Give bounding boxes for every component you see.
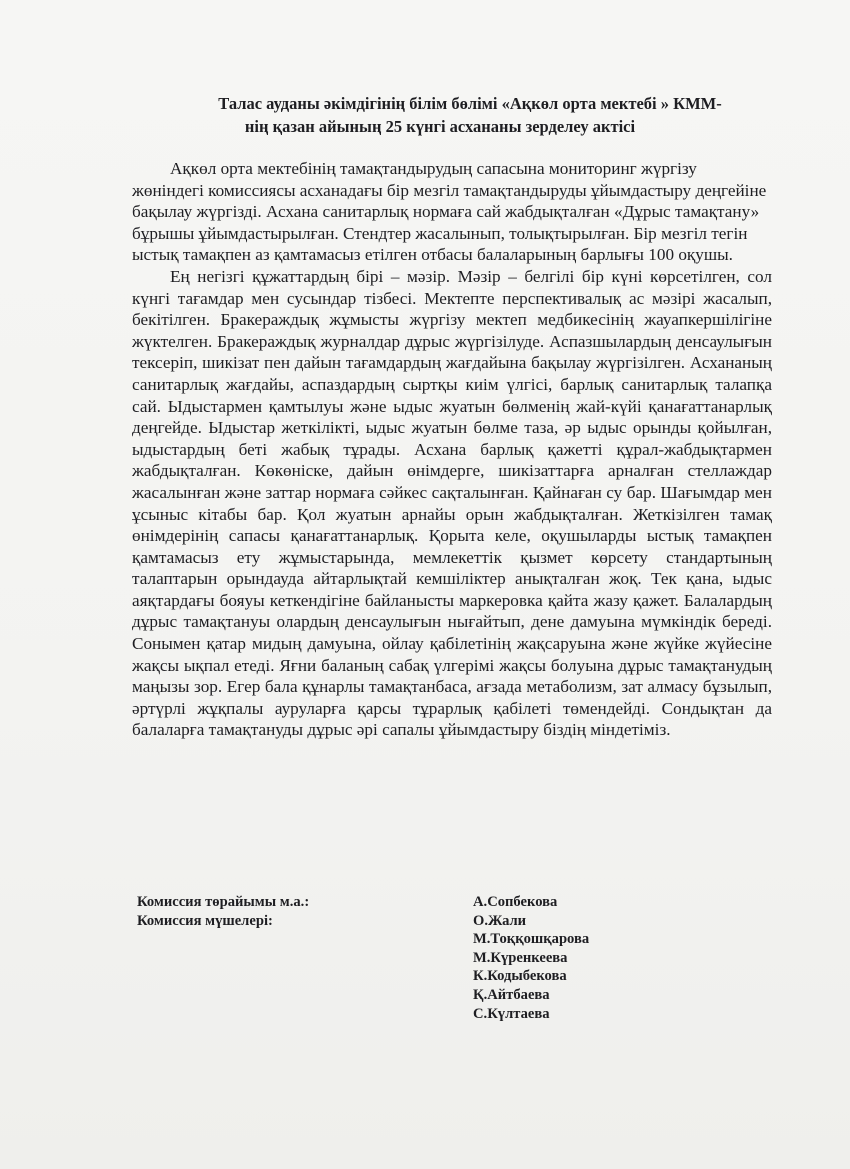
signature-name: М.Тоққошқарова: [473, 931, 590, 948]
signature-name: Қ.Айтбаева: [473, 986, 550, 1003]
signature-name: М.Күренкеева: [473, 949, 568, 966]
members-label: Комиссия мүшелері:: [137, 912, 273, 929]
title-line-2: нің қазан айының 25 күнгі асхананы зерделеу актісі: [244, 117, 636, 136]
chair-label: Комиссия төрайымы м.а.:: [137, 894, 310, 910]
signature-block: [137, 893, 797, 1033]
paragraph-intro: Ақкөл орта мектебінің тамақтандырудың сапасына мониторинг жүргізу жөніндегі комиссиясы асханадағы бір мезгіл тамақтандыруды ұйымдастыру деңгейіне бақылау жүргізді. Асхана санитарлық нормаға сай жабдықталған «Дұрыс тамақтану» бұрышы ұйымдастырылған. Стендтер жасалынып, толықтырылған. Бір мезгіл тегін ыстық тамақпен аз қамтамасыз етілген отбасы балаларының барлығы 100 оқушы.: [132, 159, 767, 265]
signature-name: С.Күлтаева: [473, 1005, 550, 1022]
document-title: [150, 92, 790, 138]
signature-name: К.Кодыбекова: [473, 968, 567, 985]
signature-names: [473, 893, 773, 1023]
signature-name: О.Жали: [473, 912, 527, 929]
signature-name: А.Сопбекова: [473, 894, 558, 910]
document-body: [132, 158, 772, 741]
title-line-1: Талас ауданы әкімдігінің білім бөлімі «Ақкөл орта мектебі » КММ-: [218, 94, 722, 113]
signature-roles: [137, 893, 437, 930]
paragraph-main: Ең негізгі құжаттардың бірі – мәзір. Мәзір – белгілі бір күні көрсетілген, сол күнгі тағамдар мен сусындар тізбесі. Мектепте перспективалық ас мәзірі жасалып, бекітілген. Бракераждық жұмысты жүргізу мектеп медбикесінің жауапкершілігіне жүктелген. Бракераждық журналдар дұрыс жүргізілуде. Аспазшылардың денсаулығын тексеріп, шикізат пен дайын тағамдардың жағдайына бақылау жүргізілген. Асхананың санитарлық жағдайы, аспаздардың сыртқы киім үлгісі, барлық санитарлық талапқа сай. Ыдыстармен қамтылуы және ыдыс жуатын бөлменің жай-күйі қанағаттанарлық деңгейде. Ыдыстар жеткілікті, ыдыс жуатын бөлме таза, әр ыдыс орынды қойылған, ыдыстардың беті жабық тұрады. Асхана барлық қажетті құрал-жабдықтармен жабдықталған. Көкөніске, дайын өнімдерге, шикізаттарға арналған стеллаждар жасалынған және заттар нормаға сәйкес сақталынған. Қайнаған су бар. Шағымдар мен ұсыныс кітабы бар. Қол жуатын арнайы орын жабдықталған. Жеткізілген тамақ өнімдерінің сапасы қанағаттанарлық. Қорыта келе, оқушыларды ыстық тамақпен қамтамасыз ету жұмыстарында, мемлекеттік қызмет көрсету стандартының талаптарын орындауда айтарлықтай кемшіліктер анықталған жоқ. Тек қана, ыдыс аяқтардағы бояуы кеткендігіне байланысты маркеровка қайта жазу қажет. Балалардың дұрыс тамақтануы олардың денсаулығын нығайтып, дене дамуына мүмкіндік береді. Сонымен қатар мидың дамуына, ойлау қабілетінің жақсаруына және жүйке жүйесіне жақсы ықпал етеді. Яғни баланың сабақ үлгерімі жақсы болуына дұрыс тамақтанудың маңызы зор. Егер бала құнарлы тамақтанбаса, ағзада метаболизм, зат алмасу бұзылып, әртүрлі жұқпалы ауруларға қарсы тұрарлық қабілеті төмендейді. Сондықтан да балаларға тамақтануды дұрыс әрі сапалы ұйымдастыру біздің міндетіміз.: [132, 266, 772, 740]
